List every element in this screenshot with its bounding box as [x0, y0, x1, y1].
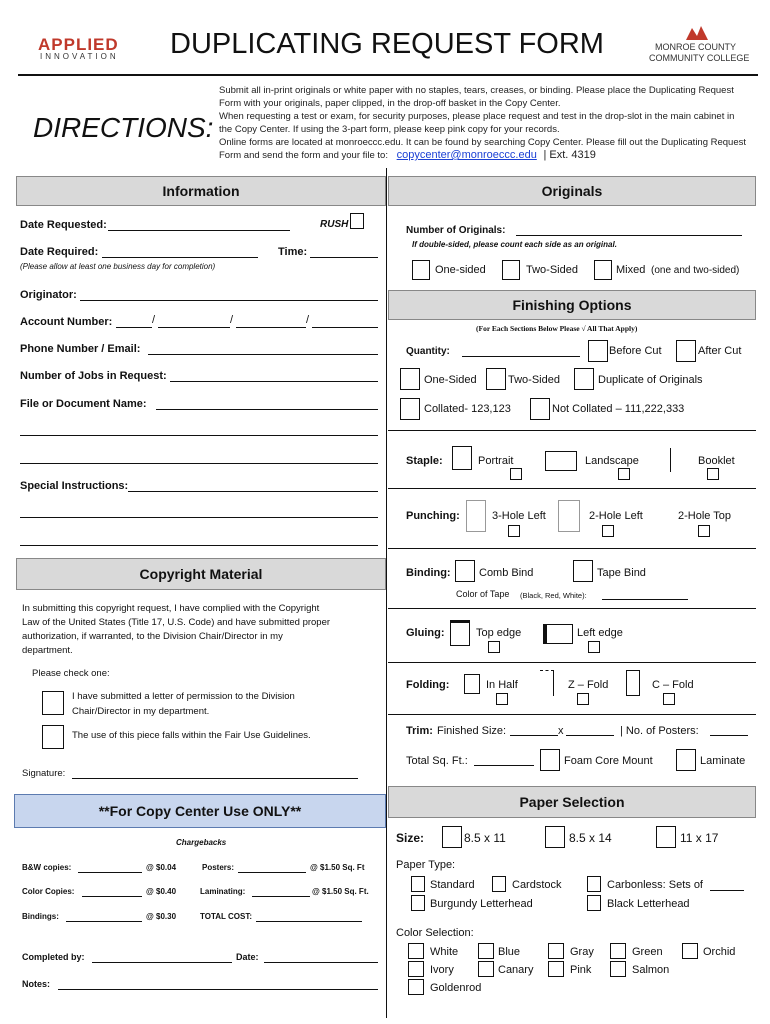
file-name-field-line3[interactable] [20, 463, 378, 464]
tape-color-field[interactable] [602, 599, 688, 600]
date-required-field[interactable] [102, 257, 258, 258]
two-sided-copy-label: Two-Sided [508, 374, 560, 386]
two-sided-label: Two-Sided [526, 264, 578, 276]
posters-label: Posters: [202, 863, 235, 872]
pink-checkbox[interactable] [548, 961, 564, 977]
chargebacks-label: Chargebacks [176, 838, 227, 847]
white-label: White [430, 946, 459, 958]
three-hole-label: 3-Hole Left [492, 510, 546, 522]
one-sided-label: One-sided [435, 264, 486, 276]
directions-line: the Copy Center. If using the 3-part form, please keep pink copy for your records. [219, 124, 560, 135]
directions-text [219, 84, 749, 162]
no-of-posters-field[interactable] [710, 735, 748, 736]
account-number-field-3[interactable] [236, 327, 306, 328]
two-sided-checkbox[interactable] [502, 260, 520, 280]
blue-checkbox[interactable] [478, 943, 494, 959]
tape-color-note: (Black, Red, White): [520, 591, 587, 600]
originals-header: Originals [388, 176, 756, 206]
left-edge-checkbox[interactable] [588, 641, 600, 653]
gluing-label: Gluing: [406, 627, 445, 639]
date-requested-label: Date Requested: [20, 219, 107, 231]
special-instructions-line3[interactable] [20, 545, 378, 546]
account-number-field-4[interactable] [312, 327, 378, 328]
left-edge-label: Left edge [577, 627, 623, 639]
double-sided-note: If double-sided, please count each side as an original. [412, 240, 617, 249]
not-collated-checkbox[interactable] [530, 398, 550, 420]
in-half-checkbox[interactable] [496, 693, 508, 705]
in-half-fold-icon [464, 674, 480, 694]
posters-field[interactable] [238, 872, 306, 873]
carbonless-sets-field[interactable] [710, 890, 744, 891]
in-half-label: In Half [486, 679, 518, 691]
section-divider [388, 714, 756, 715]
laminate-checkbox[interactable] [676, 749, 696, 771]
laminating-field[interactable] [252, 896, 310, 897]
logo-subtext: INNOVATION [40, 52, 119, 61]
mixed-label: Mixed [616, 264, 646, 276]
copyright-line: In submitting this copyright request, I have complied with the Copyright [22, 603, 320, 614]
bw-field[interactable] [78, 872, 142, 873]
one-sided-copy-checkbox[interactable] [400, 368, 420, 390]
copyright-paragraph [22, 602, 382, 658]
three-hole-checkbox[interactable] [508, 525, 520, 537]
c-fold-icon [626, 670, 640, 696]
paper-type-label: Paper Type: [396, 859, 456, 871]
size-label: Size: [396, 831, 425, 845]
quantity-field[interactable] [462, 356, 580, 357]
date-requested-field[interactable] [108, 230, 290, 231]
bw-rate: @ $0.04 [146, 863, 177, 872]
c-fold-checkbox[interactable] [663, 693, 675, 705]
copyright-line: Law of the United States (Title 17, U.S. Code) and have submitted proper [22, 617, 331, 628]
permission-letter-checkbox[interactable] [42, 691, 64, 715]
copy-center-header: **For Copy Center Use ONLY** [14, 794, 386, 828]
copyright-line: authorization, if warranted, to the Division Chair/Director in my [22, 631, 283, 642]
copyright-line: department. [22, 645, 73, 656]
burgundy-letterhead-checkbox[interactable] [411, 895, 425, 911]
booklet-staple-icon [670, 448, 690, 472]
standard-checkbox[interactable] [411, 876, 425, 892]
top-edge-label: Top edge [476, 627, 522, 639]
comb-bind-label: Comb Bind [479, 567, 534, 579]
duplicate-label: Duplicate of Originals [598, 374, 703, 386]
salmon-label: Salmon [632, 964, 670, 976]
goldenrod-checkbox[interactable] [408, 979, 424, 995]
special-instructions-label: Special Instructions: [20, 480, 129, 492]
two-hole-left-label: 2-Hole Left [589, 510, 643, 522]
directions-line: Submit all in-print originals or white paper with no staples, tears, creases, or binding. Please place the Duplicating Request [219, 85, 734, 96]
date-required-label: Date Required: [20, 246, 99, 258]
laminating-label: Laminating: [200, 887, 246, 896]
not-collated-label: Not Collated – 111,222,333 [552, 403, 685, 415]
file-name-field-line2[interactable] [20, 435, 378, 436]
tape-bind-label: Tape Bind [597, 567, 646, 579]
foam-core-label: Foam Core Mount [564, 755, 653, 767]
file-name-field[interactable] [156, 409, 378, 410]
page-title: DUPLICATING REQUEST FORM [170, 28, 604, 60]
two-hole-top-checkbox[interactable] [698, 525, 710, 537]
color-selection-label: Color Selection: [396, 927, 474, 939]
canary-label: Canary [498, 964, 534, 976]
notes-field[interactable] [58, 989, 378, 990]
size-8x11-checkbox[interactable] [442, 826, 462, 848]
carbonless-checkbox[interactable] [587, 876, 601, 892]
section-divider [388, 488, 756, 489]
green-label: Green [632, 946, 663, 958]
center-divider [386, 168, 387, 1018]
two-hole-left-checkbox[interactable] [602, 525, 614, 537]
total-sq-ft-label: Total Sq. Ft.: [406, 755, 468, 767]
phone-email-label: Phone Number / Email: [20, 343, 141, 355]
jobs-label: Number of Jobs in Request: [20, 370, 167, 382]
before-cut-label: Before Cut [609, 345, 662, 357]
folding-label: Folding: [406, 679, 450, 691]
directions-line: Form with your originals, paper clipped, in the drop-off basket in the Copy Center. [219, 98, 561, 109]
phone-email-field[interactable] [148, 354, 378, 355]
pink-label: Pink [570, 964, 592, 976]
trim-label: Trim: [406, 725, 433, 737]
logo-text: APPLIED [38, 35, 119, 54]
fair-use-label: The use of this piece falls within the Fair Use Guidelines. [72, 730, 311, 741]
salmon-checkbox[interactable] [610, 961, 626, 977]
completed-date-field[interactable] [264, 962, 378, 963]
bw-label: B&W copies: [22, 863, 72, 872]
z-fold-checkbox[interactable] [577, 693, 589, 705]
finishing-note: (For Each Sections Below Please √ All That Apply) [476, 324, 638, 333]
cardstock-checkbox[interactable] [492, 876, 506, 892]
top-edge-checkbox[interactable] [488, 641, 500, 653]
bindings-field[interactable] [66, 921, 142, 922]
finished-size-label: Finished Size: [437, 725, 507, 737]
total-sq-ft-field[interactable] [474, 765, 534, 766]
rush-checkbox[interactable] [350, 213, 364, 229]
file-name-label: File or Document Name: [20, 398, 147, 410]
landscape-label: Landscape [585, 455, 639, 467]
size-8x14-label: 8.5 x 14 [569, 831, 612, 845]
no-of-posters-label: | No. of Posters: [620, 725, 699, 737]
posters-rate: @ $1.50 Sq. Ft [310, 863, 365, 872]
paper-selection-header: Paper Selection [388, 786, 756, 818]
laminating-rate: @ $1.50 Sq. Ft. [312, 887, 369, 896]
special-instructions-line2[interactable] [20, 517, 378, 518]
originator-label: Originator: [20, 289, 77, 301]
carbonless-label: Carbonless: Sets of [607, 879, 703, 891]
account-number-field-1[interactable] [116, 327, 152, 328]
orchid-checkbox[interactable] [682, 943, 698, 959]
two-hole-left-icon [558, 500, 580, 532]
binding-label: Binding: [406, 567, 451, 579]
section-divider [388, 608, 756, 609]
z-fold-icon [540, 670, 554, 696]
originals-count-label: Number of Originals: [406, 225, 506, 236]
directions-label: DIRECTIONS: [33, 112, 214, 143]
ivory-checkbox[interactable] [408, 961, 424, 977]
college-name-line2: COMMUNITY COLLEGE [649, 53, 750, 63]
punching-label: Punching: [406, 510, 460, 522]
directions-line: Form and send the form and your file to: [219, 150, 388, 161]
staple-label: Staple: [406, 455, 443, 467]
time-label: Time: [278, 246, 308, 258]
account-number-label: Account Number: [20, 316, 113, 328]
collated-checkbox[interactable] [400, 398, 420, 420]
two-sided-copy-checkbox[interactable] [486, 368, 506, 390]
information-header: Information [16, 176, 386, 206]
after-cut-label: After Cut [698, 345, 742, 357]
time-field[interactable] [310, 257, 378, 258]
z-fold-label: Z – Fold [568, 679, 609, 691]
completed-by-field[interactable] [92, 962, 232, 963]
fair-use-checkbox[interactable] [42, 725, 64, 749]
size-11x17-checkbox[interactable] [656, 826, 676, 848]
booklet-checkbox[interactable] [707, 468, 719, 480]
top-edge-glue-icon [450, 620, 470, 646]
permission-letter-label-1: I have submitted a letter of permission to the Division [72, 691, 295, 702]
color-field[interactable] [82, 896, 142, 897]
orchid-label: Orchid [703, 946, 736, 958]
total-cost-field[interactable] [256, 921, 362, 922]
burgundy-letterhead-label: Burgundy Letterhead [430, 898, 533, 910]
cardstock-label: Cardstock [512, 879, 562, 891]
gray-checkbox[interactable] [548, 943, 564, 959]
notes-label: Notes: [22, 979, 51, 989]
after-cut-checkbox[interactable] [676, 340, 696, 362]
jobs-field[interactable] [170, 381, 378, 382]
size-8x11-label: 8.5 x 11 [464, 831, 506, 845]
extension: | Ext. 4319 [543, 149, 596, 161]
color-label: Color Copies: [22, 887, 75, 896]
college-logo-icon [686, 24, 708, 40]
portrait-checkbox[interactable] [510, 468, 522, 480]
black-letterhead-checkbox[interactable] [587, 895, 601, 911]
collated-label: Collated- 123,123 [424, 403, 511, 415]
bindings-rate: @ $0.30 [146, 912, 177, 921]
size-11x17-label: 11 x 17 [680, 831, 719, 845]
portrait-staple-icon [452, 446, 472, 470]
header-divider [18, 74, 758, 76]
section-divider [388, 548, 756, 549]
quantity-label: Quantity: [406, 346, 450, 357]
mixed-checkbox[interactable] [594, 260, 612, 280]
slash: / [230, 314, 234, 326]
green-checkbox[interactable] [610, 943, 626, 959]
slash: / [306, 314, 310, 326]
email-link[interactable]: copycenter@monroeccc.edu [396, 149, 537, 161]
two-hole-top-label: 2-Hole Top [678, 510, 731, 522]
blue-label: Blue [498, 946, 521, 958]
account-number-field-2[interactable] [158, 327, 230, 328]
left-edge-glue-icon [543, 624, 573, 644]
signature-field[interactable] [72, 778, 358, 779]
comb-bind-checkbox[interactable] [455, 560, 475, 582]
foam-core-checkbox[interactable] [540, 749, 560, 771]
landscape-checkbox[interactable] [618, 468, 630, 480]
permission-letter-label-2: Chair/Director in my department. [72, 706, 210, 717]
section-divider [388, 662, 756, 663]
booklet-label: Booklet [698, 455, 735, 467]
college-name-line1: MONROE COUNTY [655, 42, 736, 52]
canary-checkbox[interactable] [478, 961, 494, 977]
size-8x14-checkbox[interactable] [545, 826, 565, 848]
before-cut-checkbox[interactable] [588, 340, 608, 362]
signature-label: Signature: [22, 768, 66, 779]
three-hole-icon [466, 500, 486, 532]
standard-label: Standard [430, 879, 475, 891]
color-rate: @ $0.40 [146, 887, 177, 896]
white-checkbox[interactable] [408, 943, 424, 959]
gray-label: Gray [570, 946, 594, 958]
section-divider [388, 430, 756, 431]
originator-field[interactable] [80, 300, 378, 301]
landscape-staple-icon [545, 451, 577, 471]
bindings-label: Bindings: [22, 912, 59, 921]
originals-count-field[interactable] [516, 235, 742, 236]
completed-date-label: Date: [236, 952, 259, 962]
one-sided-copy-label: One-Sided [424, 374, 477, 386]
special-instructions-field[interactable] [128, 491, 378, 492]
allow-note: (Please allow at least one business day for completion) [20, 262, 216, 271]
one-sided-checkbox[interactable] [412, 260, 430, 280]
total-cost-label: TOTAL COST: [200, 912, 252, 921]
check-one-label: Please check one: [32, 668, 110, 679]
tape-bind-checkbox[interactable] [573, 560, 593, 582]
finished-size-height-field[interactable] [566, 735, 614, 736]
mixed-note: (one and two-sided) [651, 265, 740, 276]
laminate-label: Laminate [700, 755, 746, 767]
applied-innovation-logo [38, 36, 133, 62]
copyright-header: Copyright Material [16, 558, 386, 590]
finished-size-width-field[interactable] [510, 735, 558, 736]
ivory-label: Ivory [430, 964, 454, 976]
completed-by-label: Completed by: [22, 952, 85, 962]
slash: / [152, 314, 156, 326]
directions-line: Online forms are located at monroeccc.edu. It can be found by searching Copy Center. Please fill out the Duplicating Request [219, 137, 747, 148]
c-fold-label: C – Fold [652, 679, 694, 691]
duplicate-checkbox[interactable] [574, 368, 594, 390]
finishing-header: Finishing Options [388, 290, 756, 320]
rush-label: RUSH [320, 219, 349, 230]
directions-line: When requesting a test or exam, for security purposes, please place request and test in the drop-slot in the main cabinet in [219, 111, 735, 122]
portrait-label: Portrait [478, 455, 514, 467]
goldenrod-label: Goldenrod [430, 982, 482, 994]
size-x: x [558, 725, 564, 737]
tape-color-label: Color of Tape [456, 589, 510, 599]
black-letterhead-label: Black Letterhead [607, 898, 690, 910]
